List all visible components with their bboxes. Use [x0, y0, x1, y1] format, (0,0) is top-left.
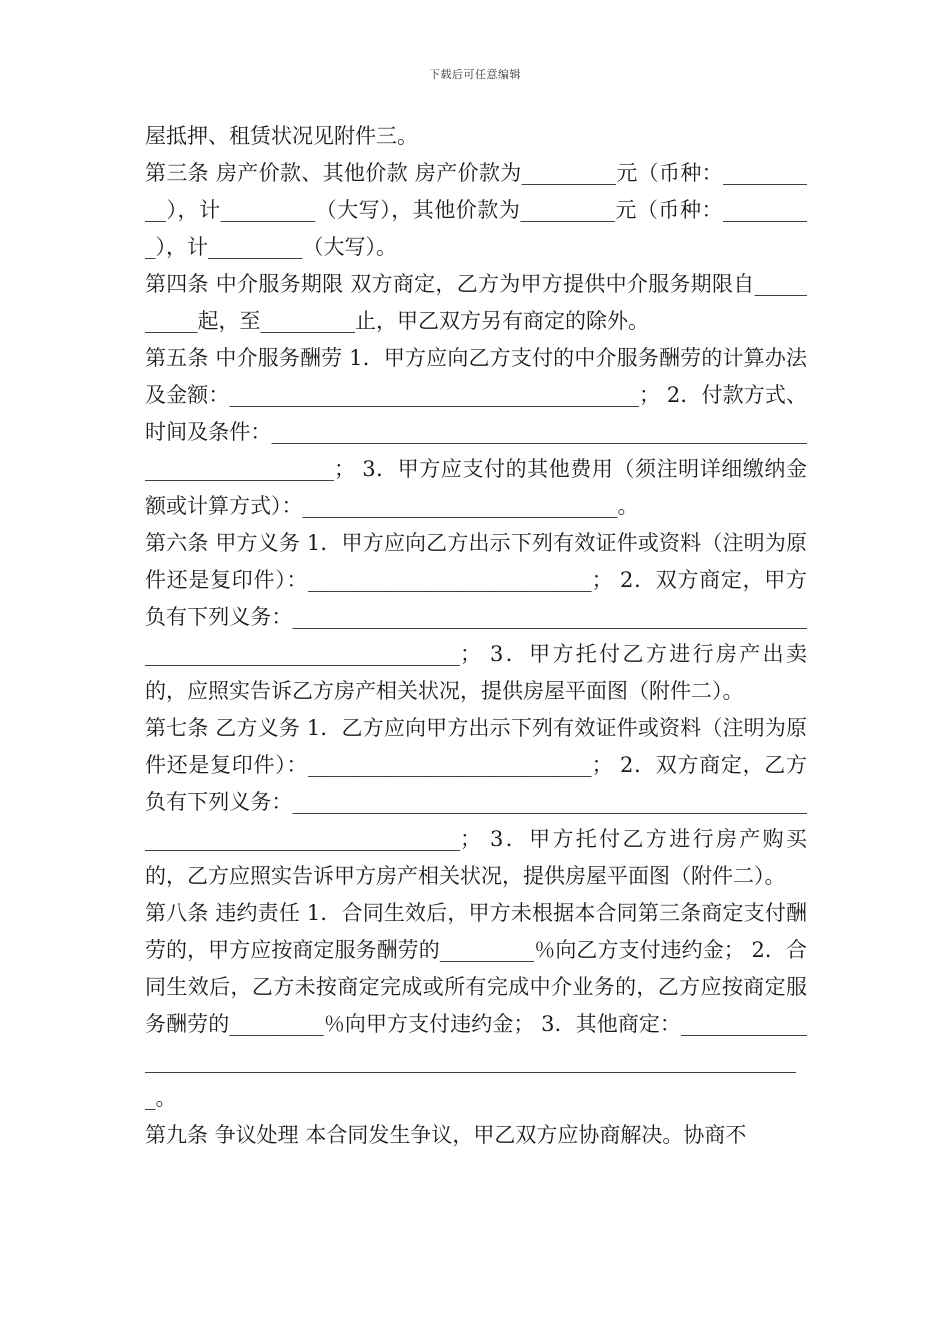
page-header: 下载后可任意编辑: [429, 68, 521, 81]
paragraph-article-8-liability: 第八条 违约责任 1．合同生效后，甲方未根据本合同第三条商定支付酬劳的，甲方应按商定服务酬劳的_________％向乙方支付违约金； 2．合同生效后，乙方未按商定完成或所有完成中介业务的，乙方应按商定服务酬劳的_________％向甲方支付违约金； 3．其他商定：___________________________________________________________________________。: [145, 901, 807, 1110]
paragraph-article-5-service-fee: 第五条 中介服务酬劳 1．甲方应向乙方支付的中介服务酬劳的计算办法及金额：_______________________________________； 2．付款方式、时间及条件：_____________________________________________________________________； 3．甲方应支付的其他费用（须注明详细缴纳金额或计算方式）：______________________________。: [145, 346, 807, 518]
paragraph-article-4-service-period: 第四条 中介服务期限 双方商定，乙方为甲方提供中介服务期限自__________起，至_________止，甲乙双方另有商定的除外。: [145, 272, 807, 333]
paragraph-article-9-disputes: 第九条 争议处理 本合同发生争议，甲乙双方应协商解决。协商不: [145, 1123, 747, 1147]
paragraph-article-6-party-a-duties: 第六条 甲方义务 1．甲方应向乙方出示下列有效证件或资料（注明为原件还是复印件）：___________________________； 2．双方商定，甲方负有下列义务：_______________________________________________________________________________； 3．甲方托付乙方进行房产出卖的，应照实告诉乙方房产相关状况，提供房屋平面图（附件二）。: [145, 531, 807, 703]
contract-body: [145, 118, 807, 1154]
paragraph-article-3-price: 第三条 房产价款、其他价款 房产价款为_________元（币种：__________），计_________（大写），其他价款为_________元（币种：_________），计_________（大写）。: [145, 161, 807, 259]
paragraph-article-7-party-b-duties: 第七条 乙方义务 1．乙方应向甲方出示下列有效证件或资料（注明为原件还是复印件）：___________________________； 2．双方商定，乙方负有下列义务：_______________________________________________________________________________； 3．甲方托付乙方进行房产购买的，乙方应照实告诉甲方房产相关状况，提供房屋平面图（附件二）。: [145, 716, 807, 888]
paragraph-property-status: 屋抵押、租赁状况见附件三。: [145, 124, 418, 148]
